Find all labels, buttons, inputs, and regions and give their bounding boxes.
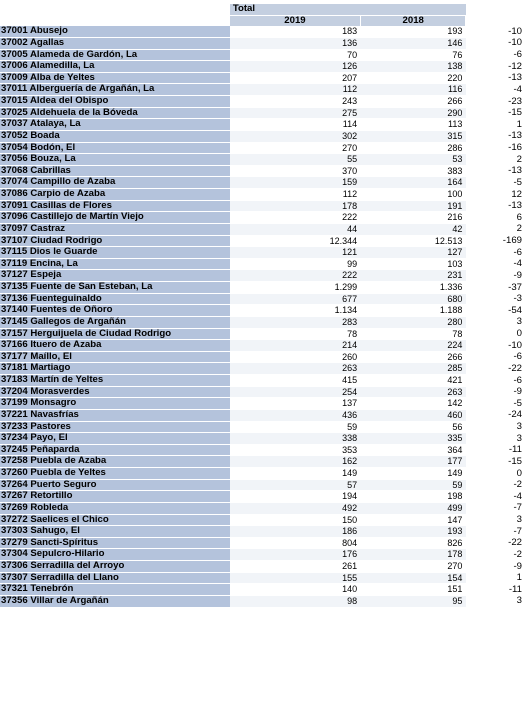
value-difference: 3 [466, 515, 526, 527]
value-difference: -6 [466, 352, 526, 364]
table-header [0, 4, 526, 26]
table-row [0, 375, 526, 387]
value-2019: 55 [230, 154, 361, 166]
municipality-name: 37304 Sepulcro-Hilario [0, 549, 230, 561]
municipality-name: 37068 Cabrillas [0, 166, 230, 178]
table-row [0, 584, 526, 596]
municipality-name: 37006 Alamedilla, La [0, 61, 230, 73]
table-row [0, 96, 526, 108]
value-difference: -22 [466, 538, 526, 550]
table-row [0, 433, 526, 445]
value-2018: 224 [361, 340, 466, 352]
value-2019: 159 [230, 177, 361, 189]
municipality-name: 37005 Alameda de Gardón, La [0, 50, 230, 62]
value-difference: 0 [466, 329, 526, 341]
municipality-name: 37097 Castraz [0, 224, 230, 236]
municipality-name: 37127 Espeja [0, 270, 230, 282]
value-difference: -10 [466, 26, 526, 38]
value-difference: -13 [466, 131, 526, 143]
value-2018: 116 [361, 84, 466, 96]
table-row [0, 201, 526, 213]
municipality-name: 37264 Puerto Seguro [0, 480, 230, 492]
value-2019: 302 [230, 131, 361, 143]
value-difference: 6 [466, 212, 526, 224]
value-2019: 263 [230, 363, 361, 375]
table-row [0, 305, 526, 317]
value-2018: 263 [361, 387, 466, 399]
value-2018: 216 [361, 212, 466, 224]
value-difference: -5 [466, 398, 526, 410]
value-difference: 1 [466, 119, 526, 131]
value-2019: 1.134 [230, 305, 361, 317]
value-2019: 214 [230, 340, 361, 352]
value-2018: 59 [361, 480, 466, 492]
value-2018: 78 [361, 329, 466, 341]
table-row [0, 538, 526, 550]
municipality-name: 37091 Casillas de Flores [0, 201, 230, 213]
value-difference: -9 [466, 270, 526, 282]
value-2019: 59 [230, 422, 361, 434]
table-row [0, 236, 526, 248]
value-difference: -9 [466, 561, 526, 573]
table-row [0, 259, 526, 271]
value-2019: 207 [230, 73, 361, 85]
value-2018: 95 [361, 596, 466, 608]
value-2018: 147 [361, 515, 466, 527]
municipality-name: 37025 Aldehuela de la Bóveda [0, 108, 230, 120]
table-row [0, 410, 526, 422]
value-difference: -4 [466, 84, 526, 96]
municipality-name: 37234 Payo, El [0, 433, 230, 445]
value-difference: -13 [466, 73, 526, 85]
value-2018: 266 [361, 96, 466, 108]
value-2018: 680 [361, 294, 466, 306]
value-2019: 176 [230, 549, 361, 561]
table-row [0, 270, 526, 282]
table-row [0, 154, 526, 166]
value-2018: 220 [361, 73, 466, 85]
value-2018: 383 [361, 166, 466, 178]
value-2018: 286 [361, 143, 466, 155]
table-row [0, 398, 526, 410]
value-difference: -13 [466, 166, 526, 178]
municipality-name: 37245 Peñaparda [0, 445, 230, 457]
municipality-name: 37011 Alberguería de Argañán, La [0, 84, 230, 96]
table-row [0, 73, 526, 85]
value-difference: -4 [466, 491, 526, 503]
municipality-name: 37321 Tenebrón [0, 584, 230, 596]
municipality-name: 37135 Fuente de San Esteban, La [0, 282, 230, 294]
value-2018: 421 [361, 375, 466, 387]
value-difference: -7 [466, 503, 526, 515]
value-difference: -12 [466, 61, 526, 73]
table-row [0, 189, 526, 201]
municipality-name: 37303 Sahugo, El [0, 526, 230, 538]
value-2018: 151 [361, 584, 466, 596]
value-2019: 353 [230, 445, 361, 457]
municipality-name: 37107 Ciudad Rodrigo [0, 236, 230, 248]
value-2018: 177 [361, 456, 466, 468]
value-2019: 155 [230, 573, 361, 585]
header-corner [0, 4, 230, 16]
value-difference: -11 [466, 584, 526, 596]
value-difference: 12 [466, 189, 526, 201]
value-2019: 112 [230, 84, 361, 96]
value-difference: 3 [466, 317, 526, 329]
value-difference: 0 [466, 468, 526, 480]
municipality-name: 37183 Martín de Yeltes [0, 375, 230, 387]
value-difference: -7 [466, 526, 526, 538]
value-2019: 415 [230, 375, 361, 387]
value-2018: 364 [361, 445, 466, 457]
value-difference: -6 [466, 50, 526, 62]
table-row [0, 480, 526, 492]
table-row [0, 119, 526, 131]
value-2019: 270 [230, 143, 361, 155]
population-table [0, 4, 526, 608]
municipality-name: 37279 Sancti-Spíritus [0, 538, 230, 550]
value-2019: 370 [230, 166, 361, 178]
value-2019: 260 [230, 352, 361, 364]
value-2019: 1.299 [230, 282, 361, 294]
value-2019: 261 [230, 561, 361, 573]
municipality-name: 37199 Monsagro [0, 398, 230, 410]
value-difference: 2 [466, 154, 526, 166]
value-difference: -23 [466, 96, 526, 108]
value-difference: 2 [466, 224, 526, 236]
municipality-name: 37115 Dios le Guarde [0, 247, 230, 259]
table-row [0, 38, 526, 50]
municipality-name: 37356 Villar de Argañán [0, 596, 230, 608]
value-2019: 222 [230, 212, 361, 224]
municipality-name: 37258 Puebla de Azaba [0, 456, 230, 468]
table-row [0, 84, 526, 96]
value-difference: -24 [466, 410, 526, 422]
value-2018: 1.336 [361, 282, 466, 294]
table-row [0, 26, 526, 38]
municipality-name: 37204 Morasverdes [0, 387, 230, 399]
municipality-name: 37145 Gallegos de Argañán [0, 317, 230, 329]
value-2019: 112 [230, 189, 361, 201]
value-2018: 113 [361, 119, 466, 131]
value-difference: 3 [466, 596, 526, 608]
value-2019: 194 [230, 491, 361, 503]
value-2019: 150 [230, 515, 361, 527]
value-2019: 99 [230, 259, 361, 271]
value-2019: 70 [230, 50, 361, 62]
value-2018: 1.188 [361, 305, 466, 317]
table-row [0, 468, 526, 480]
header-blank [466, 4, 526, 16]
value-2018: 12.513 [361, 236, 466, 248]
table-row [0, 515, 526, 527]
value-2018: 290 [361, 108, 466, 120]
municipality-name: 37272 Saelices el Chico [0, 515, 230, 527]
value-difference: -4 [466, 259, 526, 271]
value-2019: 44 [230, 224, 361, 236]
value-difference: 1 [466, 573, 526, 585]
table-body [0, 26, 526, 607]
value-2019: 492 [230, 503, 361, 515]
table-row [0, 503, 526, 515]
municipality-name: 37269 Robleda [0, 503, 230, 515]
value-2019: 149 [230, 468, 361, 480]
value-2018: 460 [361, 410, 466, 422]
value-2018: 826 [361, 538, 466, 550]
value-difference: -22 [466, 363, 526, 375]
municipality-name: 37119 Encina, La [0, 259, 230, 271]
value-2018: 138 [361, 61, 466, 73]
value-2019: 338 [230, 433, 361, 445]
municipality-name: 37002 Agallas [0, 38, 230, 50]
value-difference: -169 [466, 236, 526, 248]
value-2018: 285 [361, 363, 466, 375]
value-difference: 3 [466, 422, 526, 434]
table-row [0, 166, 526, 178]
municipality-name: 37086 Carpio de Azaba [0, 189, 230, 201]
header-year-2018: 2018 [361, 16, 466, 27]
table-row [0, 491, 526, 503]
value-2018: 154 [361, 573, 466, 585]
header-corner [0, 16, 230, 27]
value-2018: 315 [361, 131, 466, 143]
table-row [0, 61, 526, 73]
table-row [0, 526, 526, 538]
value-2019: 677 [230, 294, 361, 306]
value-2018: 266 [361, 352, 466, 364]
table-row [0, 50, 526, 62]
value-2019: 283 [230, 317, 361, 329]
value-2019: 114 [230, 119, 361, 131]
table-row [0, 329, 526, 341]
value-2019: 186 [230, 526, 361, 538]
value-2018: 193 [361, 526, 466, 538]
value-difference: -13 [466, 201, 526, 213]
municipality-name: 37260 Puebla de Yeltes [0, 468, 230, 480]
municipality-name: 37307 Serradilla del Llano [0, 573, 230, 585]
table-row [0, 212, 526, 224]
municipality-name: 37009 Alba de Yeltes [0, 73, 230, 85]
table-row [0, 177, 526, 189]
municipality-name: 37267 Retortillo [0, 491, 230, 503]
value-2018: 103 [361, 259, 466, 271]
value-2018: 335 [361, 433, 466, 445]
header-row-years [0, 16, 526, 27]
table-row [0, 549, 526, 561]
municipality-name: 37136 Fuenteguinaldo [0, 294, 230, 306]
table-row [0, 108, 526, 120]
value-2018: 142 [361, 398, 466, 410]
value-difference: 3 [466, 433, 526, 445]
value-2018: 178 [361, 549, 466, 561]
value-2019: 78 [230, 329, 361, 341]
value-2019: 140 [230, 584, 361, 596]
value-2019: 804 [230, 538, 361, 550]
value-difference: -10 [466, 340, 526, 352]
value-difference: -54 [466, 305, 526, 317]
table-row [0, 387, 526, 399]
header-total-label: Total [230, 4, 467, 16]
value-difference: -6 [466, 247, 526, 259]
value-2018: 53 [361, 154, 466, 166]
value-2019: 98 [230, 596, 361, 608]
value-2018: 56 [361, 422, 466, 434]
table-row [0, 422, 526, 434]
municipality-name: 37140 Fuentes de Oñoro [0, 305, 230, 317]
value-2018: 127 [361, 247, 466, 259]
value-2018: 499 [361, 503, 466, 515]
value-2019: 162 [230, 456, 361, 468]
value-2019: 121 [230, 247, 361, 259]
value-2019: 126 [230, 61, 361, 73]
value-2019: 254 [230, 387, 361, 399]
table-row [0, 352, 526, 364]
table-row [0, 573, 526, 585]
value-2018: 149 [361, 468, 466, 480]
municipality-name: 37015 Aldea del Obispo [0, 96, 230, 108]
municipality-name: 37166 Ituero de Azaba [0, 340, 230, 352]
value-2019: 57 [230, 480, 361, 492]
table-row [0, 596, 526, 608]
table-row [0, 282, 526, 294]
value-2018: 42 [361, 224, 466, 236]
value-2019: 436 [230, 410, 361, 422]
value-2019: 136 [230, 38, 361, 50]
value-2018: 191 [361, 201, 466, 213]
value-2019: 178 [230, 201, 361, 213]
value-2019: 275 [230, 108, 361, 120]
value-difference: -37 [466, 282, 526, 294]
header-blank [466, 16, 526, 27]
value-difference: -2 [466, 549, 526, 561]
municipality-name: 37052 Boada [0, 131, 230, 143]
value-2018: 76 [361, 50, 466, 62]
table-row [0, 340, 526, 352]
value-difference: -2 [466, 480, 526, 492]
value-2018: 100 [361, 189, 466, 201]
municipality-name: 37306 Serradilla del Arroyo [0, 561, 230, 573]
value-difference: -3 [466, 294, 526, 306]
value-2019: 222 [230, 270, 361, 282]
table-row [0, 317, 526, 329]
municipality-name: 37157 Herguijuela de Ciudad Rodrigo [0, 329, 230, 341]
table-row [0, 456, 526, 468]
value-2018: 164 [361, 177, 466, 189]
value-2018: 231 [361, 270, 466, 282]
table-row [0, 445, 526, 457]
value-difference: -15 [466, 456, 526, 468]
municipality-name: 37233 Pastores [0, 422, 230, 434]
municipality-name: 37074 Campillo de Azaba [0, 177, 230, 189]
value-2019: 183 [230, 26, 361, 38]
value-difference: -11 [466, 445, 526, 457]
table-row [0, 143, 526, 155]
value-2018: 198 [361, 491, 466, 503]
municipality-name: 37096 Castillejo de Martín Viejo [0, 212, 230, 224]
value-difference: -16 [466, 143, 526, 155]
value-difference: -6 [466, 375, 526, 387]
municipality-name: 37177 Maíllo, El [0, 352, 230, 364]
municipality-name: 37181 Martiago [0, 363, 230, 375]
municipality-name: 37221 Navasfrías [0, 410, 230, 422]
municipality-name: 37056 Bouza, La [0, 154, 230, 166]
table-row [0, 294, 526, 306]
value-2018: 146 [361, 38, 466, 50]
value-2019: 12.344 [230, 236, 361, 248]
table-row [0, 561, 526, 573]
value-2018: 193 [361, 26, 466, 38]
table-row [0, 247, 526, 259]
value-2018: 280 [361, 317, 466, 329]
value-2019: 243 [230, 96, 361, 108]
header-year-2019: 2019 [230, 16, 361, 27]
value-difference: -9 [466, 387, 526, 399]
municipality-name: 37037 Atalaya, La [0, 119, 230, 131]
table-row [0, 224, 526, 236]
value-2018: 270 [361, 561, 466, 573]
table-row [0, 131, 526, 143]
value-2019: 137 [230, 398, 361, 410]
value-difference: -15 [466, 108, 526, 120]
header-row-total [0, 4, 526, 16]
municipality-name: 37054 Bodón, El [0, 143, 230, 155]
value-difference: -10 [466, 38, 526, 50]
table-row [0, 363, 526, 375]
municipality-name: 37001 Abusejo [0, 26, 230, 38]
value-difference: -5 [466, 177, 526, 189]
